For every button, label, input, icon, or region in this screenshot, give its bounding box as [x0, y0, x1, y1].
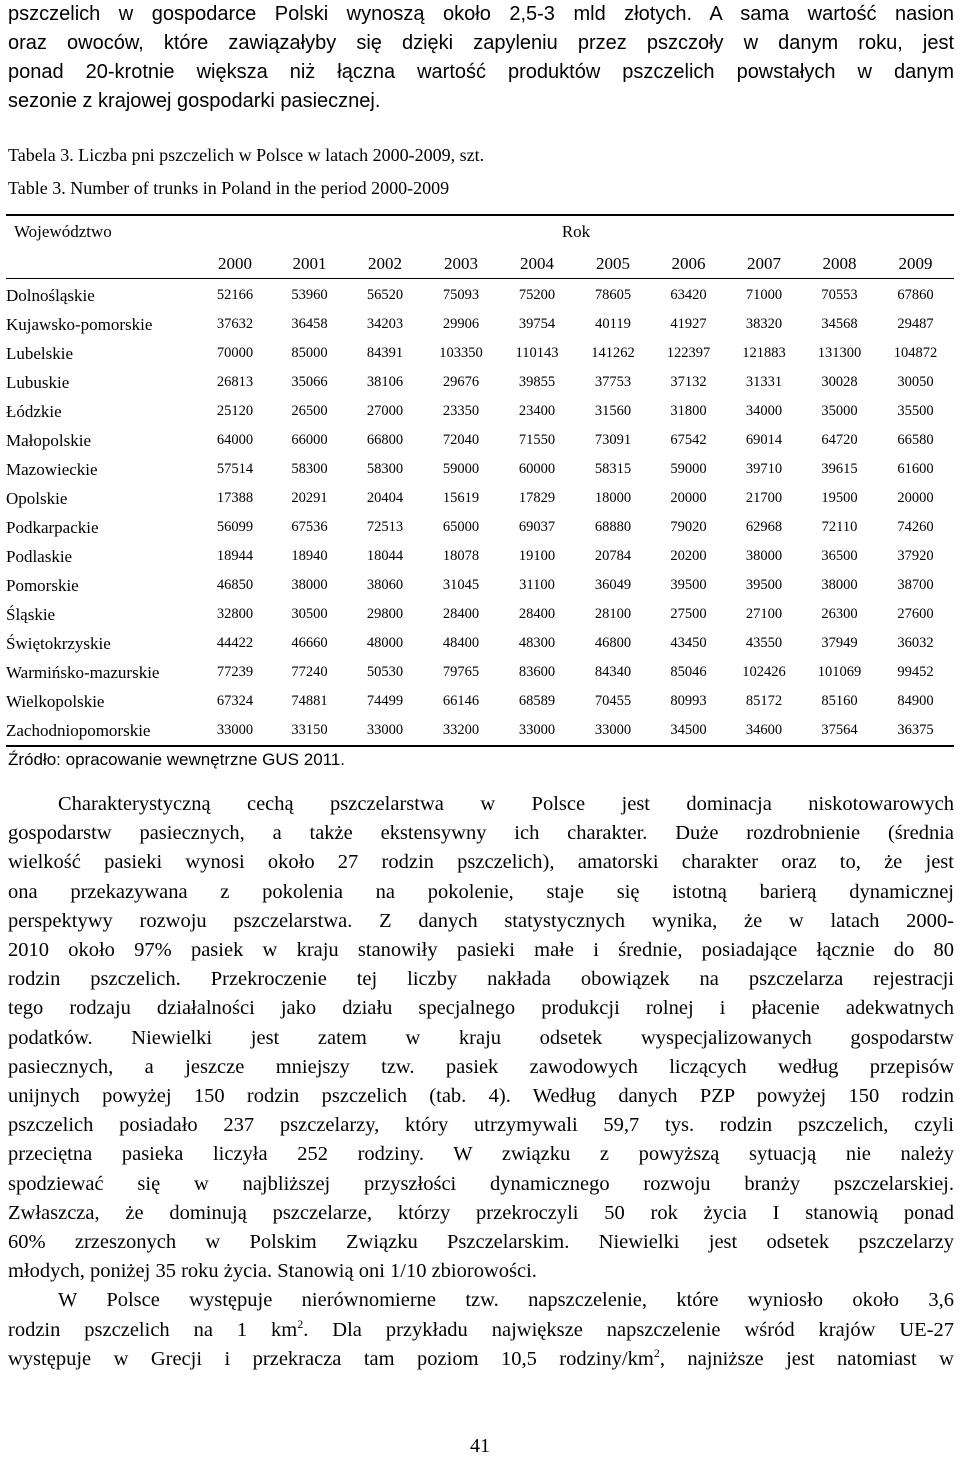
header-year-group: Rok	[561, 222, 591, 241]
table-row	[6, 629, 954, 658]
hive-count-cell: 26500	[291, 403, 328, 419]
hive-count-cell: 85046	[670, 664, 707, 680]
hive-count-cell: 71550	[518, 432, 556, 448]
hive-count-cell: 38000	[291, 577, 328, 593]
hive-count-cell: 83600	[518, 664, 556, 680]
body-line: spodziewać się w najbliższej przyszłości dynamicznego rozwoju branży pszczelarskiej.	[8, 1172, 954, 1195]
body-line: rodzin pszczelich. Przekroczenie tej liczby nakłada obowiązek na pszczelarza rejestracji	[8, 968, 954, 991]
intro-line: oraz owoców, które zawiązałyby się dzięki zapyleniu przez pszczoły w danym roku, jest	[8, 32, 954, 54]
hive-count-cell: 31045	[442, 577, 480, 593]
hive-count-cell: 85160	[821, 693, 858, 709]
hive-count-cell: 74499	[366, 693, 404, 709]
hive-count-cell: 44422	[216, 635, 254, 651]
hive-count-cell: 38106	[366, 374, 404, 390]
table-row	[6, 658, 954, 687]
body-line: unijnych powyżej 150 rodzin pszczelich (tab. 4). Według danych PZP powyżej 150 rodzin	[8, 1085, 954, 1108]
hive-count-cell: 36458	[291, 316, 328, 332]
hive-count-cell: 66580	[897, 432, 934, 448]
hive-count-cell: 63420	[670, 287, 707, 303]
hive-count-cell: 31560	[594, 403, 632, 419]
hive-count-cell: 66146	[442, 693, 480, 709]
hive-count-cell: 34203	[366, 316, 404, 332]
hive-count-cell: 18944	[216, 548, 254, 564]
hive-count-cell: 131300	[817, 345, 862, 361]
hive-count-cell: 37632	[216, 316, 254, 332]
hive-count-cell: 121883	[742, 345, 786, 361]
body-line: W Polsce występuje nierównomierne tzw. napszczelenie, które wyniosło około 3,6	[58, 1289, 954, 1312]
hive-count-cell: 59000	[442, 461, 480, 477]
hive-count-cell: 70000	[216, 345, 254, 361]
hive-count-cell: 20291	[291, 490, 328, 506]
hive-count-cell: 27000	[366, 403, 404, 419]
header-year: 2009	[877, 250, 954, 279]
hive-count-cell: 73091	[594, 432, 632, 448]
hive-count-table	[6, 214, 954, 747]
hive-count-cell: 62968	[745, 519, 783, 535]
hive-count-cell: 68880	[594, 519, 632, 535]
hive-count-cell: 31800	[670, 403, 707, 419]
hive-count-cell: 110143	[515, 345, 559, 361]
hive-count-cell: 20404	[366, 490, 404, 506]
hive-count-cell: 18000	[594, 490, 632, 506]
table-row	[6, 716, 954, 746]
hive-count-cell: 34500	[670, 722, 707, 738]
body-line: Charakterystyczną cechą pszczelarstwa w Polsce jest dominacja niskotowarowych	[58, 793, 954, 815]
hive-count-cell: 122397	[666, 345, 711, 361]
table-source: Źródło: opracowanie wewnętrzne GUS 2011.	[8, 750, 346, 769]
table-row	[6, 484, 954, 513]
region-name: Małopolskie	[6, 430, 91, 450]
hive-count-cell: 72110	[821, 519, 858, 535]
hive-count-cell: 21700	[745, 490, 783, 506]
hive-count-cell: 79765	[442, 664, 480, 680]
region-name: Pomorskie	[6, 575, 79, 595]
hive-count-cell: 99452	[897, 664, 934, 680]
hive-count-cell: 27100	[745, 606, 783, 622]
hive-count-cell: 36049	[594, 577, 632, 593]
hive-count-cell: 26813	[216, 374, 254, 390]
hive-count-cell: 69037	[518, 519, 556, 535]
hive-count-cell: 77239	[216, 664, 254, 680]
hive-count-cell: 35500	[897, 403, 934, 419]
body-line: perspektywy rozwoju pszczelarstwa. Z danych statystycznych wynika, że w latach 2000-	[8, 909, 954, 932]
hive-count-cell: 77240	[291, 664, 328, 680]
hive-count-cell: 68589	[518, 693, 556, 709]
hive-count-cell: 75200	[518, 287, 556, 303]
hive-count-cell: 17388	[216, 490, 254, 506]
hive-count-cell: 19500	[821, 490, 858, 506]
hive-count-cell: 71000	[745, 287, 783, 303]
text-segment: występuje w Grecji i przekracza tam poziom 10,5 rodziny/km	[8, 1347, 654, 1370]
region-name: Podkarpackie	[6, 517, 99, 537]
hive-count-cell: 29487	[897, 316, 934, 332]
hive-count-cell: 29676	[442, 374, 480, 390]
hive-count-cell: 20200	[670, 548, 707, 564]
hive-count-cell: 19100	[518, 548, 556, 564]
body-line: przeciętna pasieka liczyła 252 rodziny. W związku z powyższą sytuacją nie należy	[8, 1143, 954, 1166]
hive-count-cell: 78605	[594, 287, 632, 303]
superscript: 2	[297, 1316, 304, 1331]
hive-count-cell: 48300	[518, 635, 556, 651]
hive-count-cell: 23400	[518, 403, 556, 419]
hive-count-cell: 43550	[745, 635, 783, 651]
region-name: Kujawsko-pomorskie	[6, 314, 153, 334]
header-year: 2008	[802, 250, 877, 279]
text-segment: , najniższe jest natomiast w	[659, 1347, 954, 1370]
hive-count-cell: 43450	[670, 635, 707, 651]
hive-count-cell: 46660	[291, 635, 328, 651]
hive-count-cell: 37920	[897, 548, 934, 564]
hive-count-cell: 67324	[216, 693, 254, 709]
body-line: 2010 około 97% pasiek w kraju stanowiły pasieki małe i średnie, posiadające łącznie do 80	[8, 939, 954, 962]
hive-count-cell: 17829	[518, 490, 556, 506]
hive-count-cell: 37949	[821, 635, 858, 651]
body-line: pasiecznych, a jeszcze mniejszy tzw. pasiek zawodowych liczących według przepisów	[8, 1055, 954, 1078]
body-line	[8, 1345, 954, 1374]
hive-count-cell: 20784	[594, 548, 632, 564]
hive-count-cell: 46850	[216, 577, 254, 593]
hive-count-cell: 20000	[670, 490, 707, 506]
hive-count-cell: 35066	[291, 374, 328, 390]
hive-count-cell: 56099	[216, 519, 254, 535]
hive-count-cell: 38000	[821, 577, 858, 593]
body-line	[8, 1316, 954, 1345]
table-year-row	[6, 250, 954, 279]
table-row	[6, 542, 954, 571]
hive-count-cell: 30028	[821, 374, 858, 390]
hive-count-cell: 48400	[442, 635, 480, 651]
table-row	[6, 279, 954, 311]
hive-count-cell: 65000	[442, 519, 480, 535]
hive-count-cell: 18044	[366, 548, 404, 564]
intro-line: ponad 20-krotnie większa niż łączna wartość produktów pszczelich powstałych w danym	[8, 61, 954, 83]
hive-count-cell: 80993	[670, 693, 707, 709]
hive-count-cell: 60000	[518, 461, 556, 477]
intro-line: pszczelich w gospodarce Polski wynoszą około 2,5-3 mld złotych. A sama wartość nasion	[8, 3, 954, 25]
region-name: Podlaskie	[6, 546, 73, 566]
hive-count-cell: 30500	[291, 606, 328, 622]
body-line: pszczelich posiadało 237 pszczelarzy, który utrzymywali 59,7 tys. rodzin pszczelich, czyli	[8, 1114, 954, 1137]
hive-count-cell: 38000	[745, 548, 783, 564]
hive-count-cell: 29906	[442, 316, 480, 332]
hive-count-cell: 64000	[216, 432, 254, 448]
region-name: Wielkopolskie	[6, 691, 105, 711]
hive-count-cell: 37753	[594, 374, 632, 390]
hive-count-cell: 33000	[216, 722, 254, 738]
hive-count-cell: 30050	[897, 374, 934, 390]
hive-count-cell: 28400	[442, 606, 480, 622]
superscript: 2	[653, 1346, 660, 1361]
hive-count-cell: 67536	[291, 519, 328, 535]
hive-count-cell: 34568	[821, 316, 858, 332]
hive-count-cell: 74260	[897, 519, 934, 535]
text-segment: . Dla przykładu największe napszczelenie wśród krajów UE-27	[303, 1318, 955, 1341]
header-year: 2004	[499, 250, 575, 279]
hive-count-cell: 39855	[518, 374, 556, 390]
hive-count-cell: 31331	[745, 374, 783, 390]
hive-count-cell: 34000	[745, 403, 783, 419]
table-row	[6, 571, 954, 600]
region-name: Lubuskie	[6, 372, 70, 392]
hive-count-cell: 39710	[745, 461, 783, 477]
region-name: Śląskie	[6, 604, 56, 624]
hive-count-cell: 67860	[897, 287, 934, 303]
hive-count-cell: 18940	[291, 548, 328, 564]
hive-count-cell: 18078	[442, 548, 480, 564]
hive-count-cell: 74881	[291, 693, 328, 709]
header-year: 2003	[423, 250, 499, 279]
body-line: gospodarstw pasiecznych, a także ekstensywny ich charakter. Duże rozdrobnienie (średnia	[8, 822, 954, 845]
hive-count-cell: 28400	[518, 606, 556, 622]
hive-count-cell: 33000	[518, 722, 556, 738]
hive-count-cell: 20000	[897, 490, 934, 506]
region-name: Mazowieckie	[6, 459, 98, 479]
hive-count-cell: 32800	[216, 606, 254, 622]
hive-count-cell: 15619	[442, 490, 480, 506]
hive-count-cell: 52166	[216, 287, 254, 303]
table-header-row	[6, 215, 954, 250]
hive-count-cell: 66000	[291, 432, 328, 448]
body-line: ona przekazywana z pokolenia na pokolenie, staje się istotną barierą dynamicznej	[8, 880, 954, 903]
body-line: 60% zrzeszonych w Polskim Związku Pszczelarskim. Niewielki jest odsetek pszczelarzy	[8, 1231, 954, 1254]
region-name: Zachodniopomorskie	[6, 720, 151, 740]
hive-count-cell: 64720	[821, 432, 858, 448]
hive-count-cell: 58300	[366, 461, 404, 477]
table-row	[6, 339, 954, 368]
region-name: Dolnośląskie	[6, 285, 95, 305]
hive-count-cell: 70553	[821, 287, 858, 303]
hive-count-cell: 58315	[594, 461, 632, 477]
hive-count-cell: 58300	[291, 461, 328, 477]
hive-count-cell: 26300	[821, 606, 858, 622]
hive-count-cell: 53960	[291, 287, 328, 303]
hive-count-cell: 36500	[821, 548, 858, 564]
table-caption-en: Table 3. Number of trunks in Poland in the period 2000-2009	[8, 178, 450, 198]
intro-paragraph	[8, 0, 954, 116]
table-row	[6, 310, 954, 339]
header-year: 2000	[198, 250, 272, 279]
hive-count-cell: 57514	[216, 461, 254, 477]
hive-count-cell: 38700	[897, 577, 934, 593]
page-number: 41	[470, 1435, 490, 1457]
region-name: Warmińsko-mazurskie	[6, 662, 160, 682]
hive-count-cell: 101069	[817, 664, 862, 680]
header-year: 2001	[272, 250, 347, 279]
hive-count-cell: 67542	[670, 432, 707, 448]
hive-count-cell: 72513	[366, 519, 404, 535]
hive-count-cell: 59000	[670, 461, 707, 477]
body-line: podatków. Niewielki jest zatem w kraju odsetek wyspecjalizowanych gospodarstw	[8, 1026, 954, 1049]
hive-count-cell: 39754	[518, 316, 556, 332]
table-row	[6, 513, 954, 542]
hive-count-cell: 102426	[742, 664, 786, 680]
hive-count-cell: 84391	[366, 345, 404, 361]
hive-count-cell: 38320	[745, 316, 783, 332]
header-year: 2007	[726, 250, 802, 279]
hive-count-cell: 39500	[745, 577, 783, 593]
hive-count-cell: 103350	[439, 345, 483, 361]
region-name: Łódzkie	[6, 401, 62, 421]
hive-count-cell: 75093	[442, 287, 480, 303]
hive-count-cell: 84900	[897, 693, 934, 709]
hive-count-cell: 69014	[745, 432, 783, 448]
hive-count-cell: 72040	[442, 432, 480, 448]
region-name: Świętokrzyskie	[6, 633, 111, 653]
table-row	[6, 687, 954, 716]
hive-count-cell: 70455	[594, 693, 632, 709]
hive-count-cell: 48000	[366, 635, 404, 651]
body-line: tego rodzaju działalności jako działu specjalnego produkcji rolnej i płacenie adekwatnych	[8, 997, 954, 1020]
table-body	[6, 279, 954, 747]
hive-count-cell: 33000	[366, 722, 404, 738]
hive-count-cell: 85000	[291, 345, 328, 361]
header-year: 2005	[575, 250, 651, 279]
hive-count-cell: 33150	[291, 722, 328, 738]
hive-count-cell: 31100	[519, 577, 555, 593]
hive-count-cell: 29800	[366, 606, 404, 622]
hive-count-cell: 39500	[670, 577, 707, 593]
hive-count-cell: 50530	[366, 664, 404, 680]
hive-count-cell: 41927	[670, 316, 707, 332]
hive-count-cell: 28100	[594, 606, 632, 622]
hive-count-cell: 34600	[745, 722, 783, 738]
intro-line: sezonie z krajowej gospodarki pasiecznej.	[8, 90, 381, 112]
hive-count-cell: 46800	[594, 635, 632, 651]
body-text	[8, 790, 954, 1374]
hive-count-cell: 56520	[366, 287, 404, 303]
hive-count-cell: 40119	[595, 316, 631, 332]
body-line: wielkość pasieki wynosi około 27 rodzin pszczelich), amatorski charakter oraz to, że jest	[8, 851, 954, 874]
header-spacer	[6, 250, 198, 279]
region-name: Lubelskie	[6, 343, 74, 363]
hive-count-cell: 36375	[897, 722, 934, 738]
table-row	[6, 600, 954, 629]
hive-count-cell: 141262	[591, 345, 635, 361]
body-line: Zwłaszcza, że dominują pszczelarze, którzy przekroczyli 50 rok życia I stanowią ponad	[8, 1201, 954, 1224]
hive-count-cell: 27500	[670, 606, 707, 622]
hive-count-cell: 36032	[897, 635, 934, 651]
table-row	[6, 368, 954, 397]
body-line: młodych, poniżej 35 roku życia. Stanowią oni 1/10 zbiorowości.	[8, 1260, 537, 1283]
hive-count-cell: 35000	[821, 403, 858, 419]
hive-count-cell: 25120	[216, 403, 254, 419]
hive-count-cell: 37132	[670, 374, 707, 390]
hive-count-cell: 85172	[745, 693, 783, 709]
hive-count-cell: 104872	[893, 345, 938, 361]
region-name: Opolskie	[6, 488, 68, 508]
header-year: 2002	[347, 250, 423, 279]
table-row	[6, 426, 954, 455]
hive-count-cell: 33200	[442, 722, 480, 738]
hive-count-cell: 66800	[366, 432, 404, 448]
hive-count-cell: 33000	[594, 722, 632, 738]
text-segment: rodzin pszczelich na 1 km	[8, 1318, 298, 1341]
hive-count-cell: 37564	[821, 722, 858, 738]
hive-count-cell: 38060	[366, 577, 404, 593]
table-row	[6, 397, 954, 426]
hive-count-cell: 27600	[897, 606, 934, 622]
header-region: Województwo	[14, 222, 112, 241]
hive-count-cell: 61600	[897, 461, 934, 477]
table-container	[6, 214, 954, 747]
hive-count-cell: 23350	[442, 403, 480, 419]
hive-count-cell: 39615	[821, 461, 858, 477]
hive-count-cell: 79020	[670, 519, 707, 535]
hive-count-cell: 84340	[594, 664, 632, 680]
table-row	[6, 455, 954, 484]
table-caption-pl: Tabela 3. Liczba pni pszczelich w Polsce w latach 2000-2009, szt.	[8, 145, 485, 165]
header-year: 2006	[651, 250, 726, 279]
